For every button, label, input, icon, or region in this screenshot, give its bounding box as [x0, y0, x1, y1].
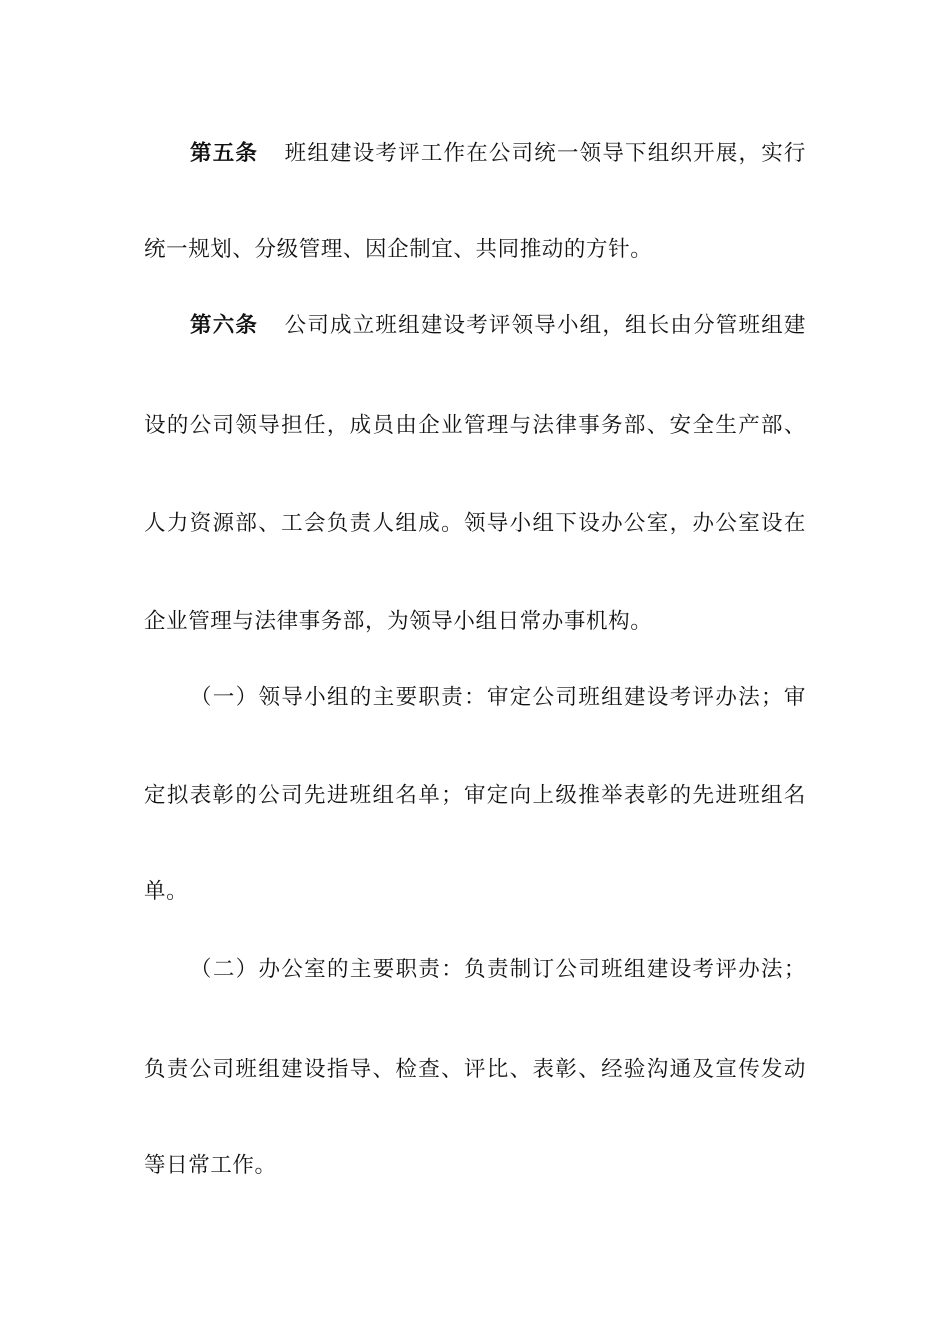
- article-6-line-3: 人力资源部、工会负责人组成。领导小组下设办公室，办公室设在: [144, 511, 806, 536]
- item-1-line-3: 单。: [144, 879, 189, 904]
- item-1-line-1: （一）领导小组的主要职责：审定公司班组建设考评办法；审: [190, 685, 806, 710]
- item-2-line-1: （二）办公室的主要职责：负责制订公司班组建设考评办法；: [190, 957, 806, 982]
- article-6-line-2: 设的公司领导担任，成员由企业管理与法律事务部、安全生产部、: [144, 413, 806, 438]
- item-2-line-3: 等日常工作。: [144, 1153, 277, 1178]
- item-2-line-2: 负责公司班组建设指导、检查、评比、表彰、经验沟通及宣传发动: [144, 1057, 806, 1082]
- article-5-line-1: [190, 138, 806, 170]
- article-6-line-4: 企业管理与法律事务部，为领导小组日常办事机构。: [144, 609, 653, 634]
- article-6-label: 第六条: [190, 313, 259, 338]
- item-1-line-2: 定拟表彰的公司先进班组名单；审定向上级推举表彰的先进班组名: [144, 783, 806, 808]
- article-5-line-2: 统一规划、分级管理、因企制宜、共同推动的方针。: [144, 237, 653, 262]
- article-6-text-1: 公司成立班组建设考评领导小组，组长由分管班组建: [284, 313, 806, 338]
- article-6-line-1: [190, 310, 806, 342]
- article-5-text-1: 班组建设考评工作在公司统一领导下组织开展，实行: [284, 141, 806, 166]
- article-5-label: 第五条: [190, 141, 259, 166]
